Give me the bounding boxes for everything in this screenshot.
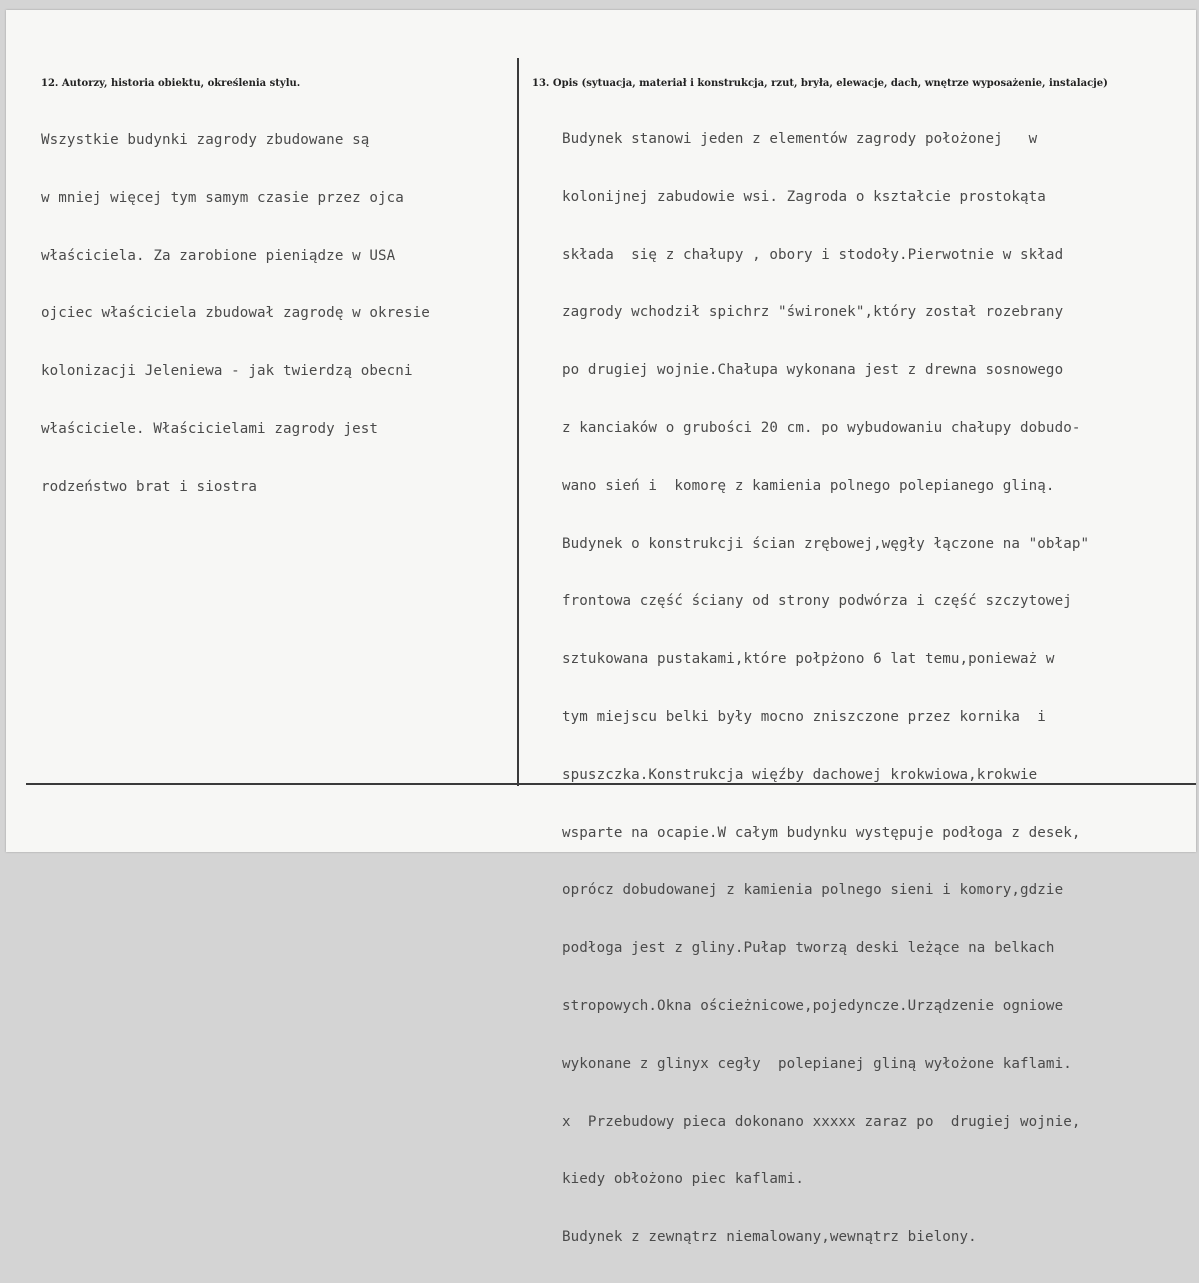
text-line: Wszystkie budynki zagrody zbudowane są (41, 132, 370, 148)
text-line: zagrody wchodził spichrz "świronek",który został rozebrany (562, 304, 1064, 321)
text-line: Budynek stanowi jeden z elementów zagrody położonej w (562, 131, 1038, 147)
text-line: sztukowana pustakami,które połpżono 6 lat temu,ponieważ w (562, 651, 1055, 668)
text-line: kiedy obłożono piec kaflami. (562, 1171, 804, 1188)
text-line: spuszczka.Konstrukcja więźby dachowej krokwiowa,krokwie (562, 766, 1038, 783)
section-13-label: 13. Opis (sytuacja, materiał i konstrukcja, rzut, bryła, elewacje, dach, wnętrze wyposażenie, instalacje) (532, 78, 1108, 89)
document-sheet (6, 10, 1196, 1246)
vertical-divider (517, 58, 519, 786)
section-13-text (562, 95, 1089, 1283)
text-line: tym miejscu belki były mocno zniszczone przez kornika i (562, 708, 1046, 725)
text-line: z kanciaków o grubości 20 cm. po wybudowaniu chałupy dobudo- (562, 419, 1081, 436)
text-line: podłoga jest z gliny.Pułap tworzą deski leżące na belkach (562, 940, 1055, 957)
text-line: Budynek z zewnątrz niemalowany,wewnątrz bielony. (562, 1229, 977, 1246)
text-line: wsparte na ocapie.W całym budynku występuje podłoga z desek, (562, 824, 1081, 841)
section-12-label: 12. Autorzy, historia obiektu, określenia stylu. (41, 78, 301, 89)
text-line: kolonizacji Jeleniewa - jak twierdzą obecni (41, 363, 413, 380)
text-line: wano sień i komorę z kamienia polnego polepianego gliną. (562, 477, 1055, 494)
text-line: ojciec właściciela zbudował zagrodę w okresie (41, 305, 430, 322)
text-line: właściciele. Właścicielami zagrody jest (41, 420, 379, 437)
text-line: po drugiej wojnie.Chałupa wykonana jest z drewna sosnowego (562, 362, 1064, 379)
text-line: składa się z chałupy , obory i stodoły.Pierwotnie w skład (562, 246, 1064, 263)
text-line: Budynek o konstrukcji ścian zrębowej,węgły łączone na "obłap" (562, 535, 1090, 552)
section-12-text (41, 96, 430, 533)
text-line: kolonijnej zabudowie wsi. Zagroda o kształcie prostokąta (562, 188, 1046, 205)
text-line: frontowa część ściany od strony podwórza i część szczytowej (562, 593, 1072, 610)
text-line: wykonane z glinyx cegły polepianej gliną wyłożone kaflami. (562, 1055, 1072, 1072)
text-line: x Przebudowy pieca dokonano xxxxx zaraz po drugiej wojnie, (562, 1113, 1081, 1130)
text-line: oprócz dobudowanej z kamienia polnego sieni i komory,gdzie (562, 882, 1064, 899)
text-line: rodzeństwo brat i siostra (41, 478, 258, 495)
text-line: właściciela. Za zarobione pieniądze w USA (41, 247, 396, 264)
text-line: w mniej więcej tym samym czasie przez ojca (41, 189, 404, 206)
text-line: stropowych.Okna ościeżnicowe,pojedyncze.Urządzenie ogniowe (562, 997, 1064, 1014)
